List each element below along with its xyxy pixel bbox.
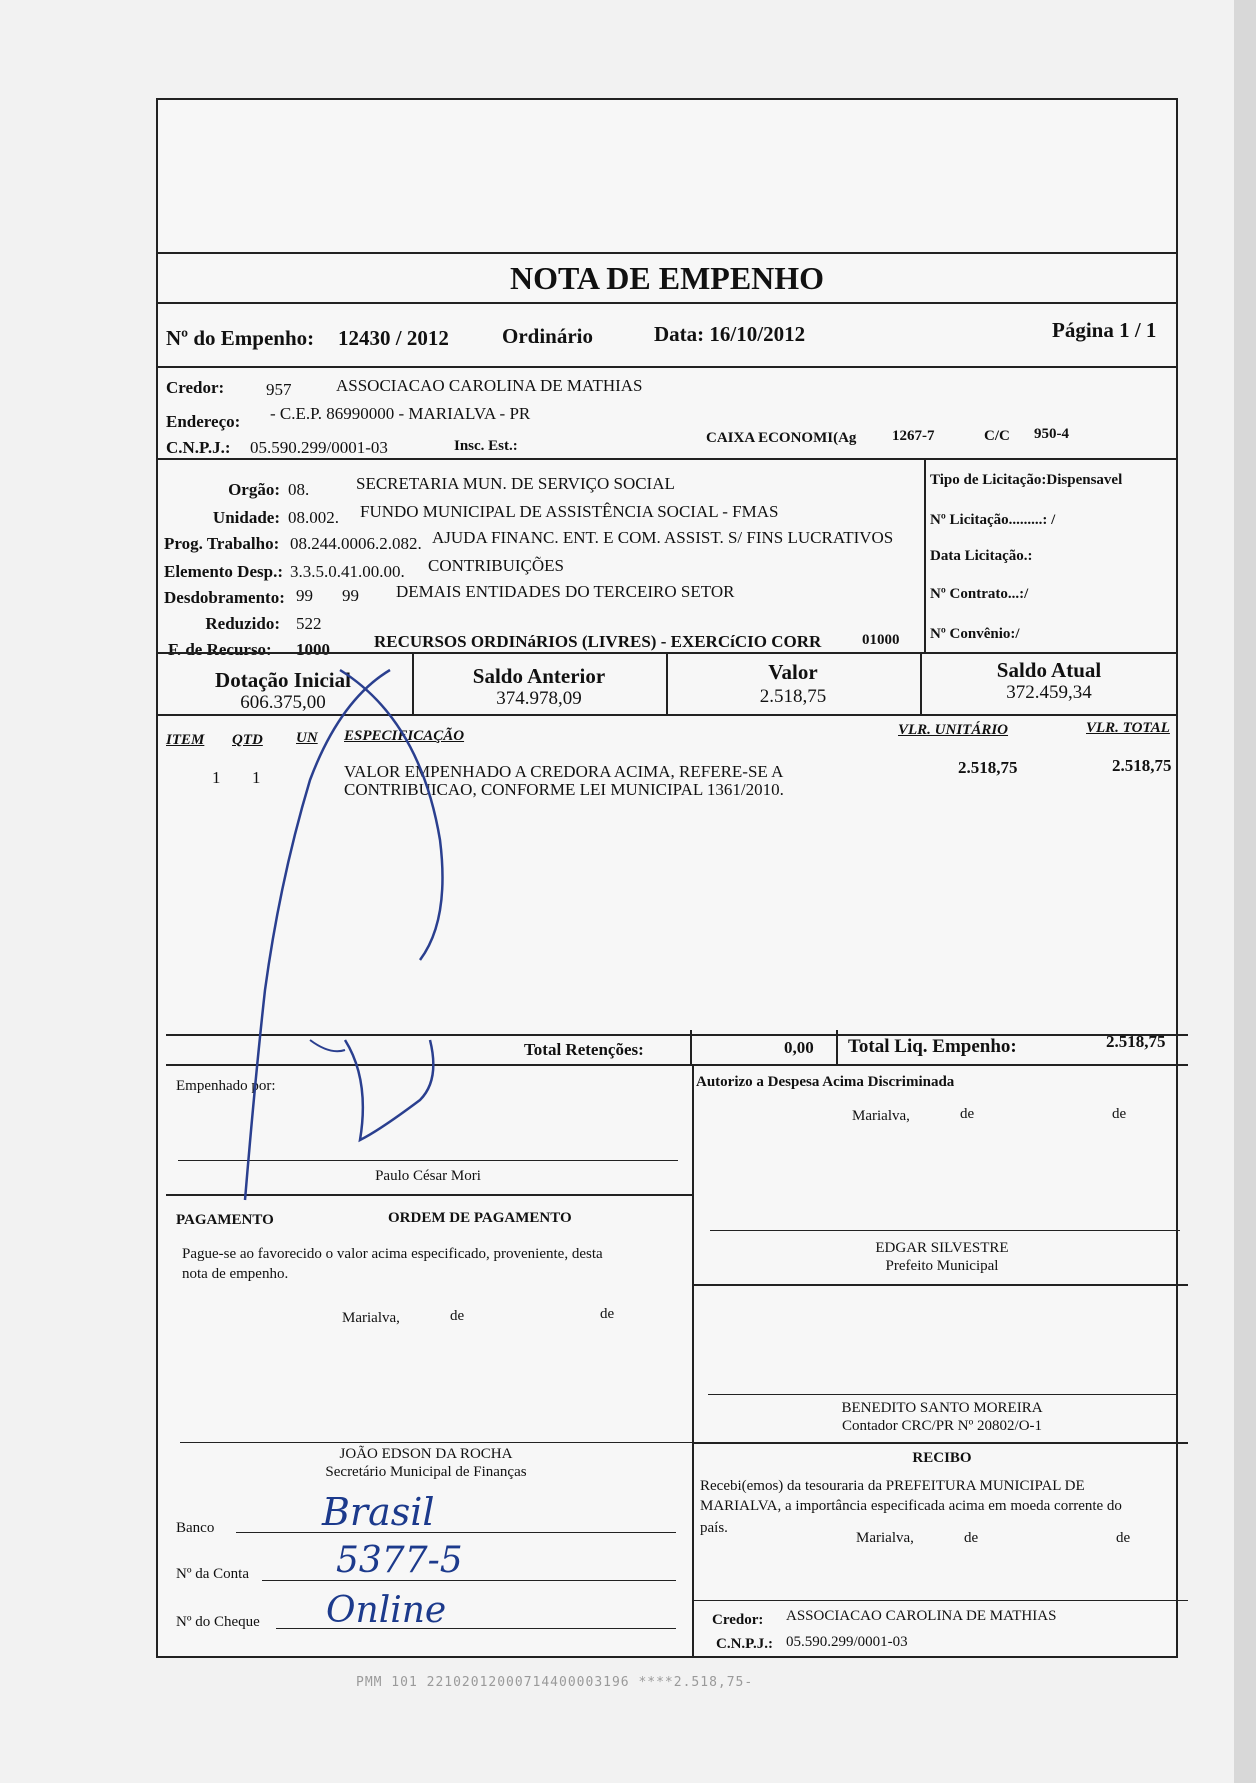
saldo-anterior-value: 374.978,09 [496,688,582,709]
dotacao-value: 606.375,00 [240,692,326,713]
unidade-name: FUNDO MUNICIPAL DE ASSISTÊNCIA SOCIAL - FMAS [360,502,779,521]
col-vlr-total: VLR. TOTAL [1086,720,1170,736]
n-contrato: Nº Contrato...:/ [930,586,1029,602]
empenho-number: 12430 / 2012 [338,326,449,350]
unidade-label: Unidade: [212,508,280,527]
credor-name: ASSOCIACAO CAROLINA DE MATHIAS [336,376,643,395]
autorizo-de1: de [960,1106,975,1122]
prefeito-role: Prefeito Municipal [885,1258,999,1274]
endereco-label: Endereço: [166,412,241,431]
retencoes-value: 0,00 [784,1038,814,1057]
saldo-atual-value: 372.459,34 [1006,682,1092,703]
credor-label: Credor: [166,378,225,397]
data-licitacao: Data Licitação.: [930,548,1033,564]
conta-label: Nº da Conta [176,1566,249,1582]
recibo-text2: MARIALVA, a importância especificada acima em moeda corrente do [700,1498,1122,1514]
pagamento-de2: de [600,1306,615,1322]
ordem-pagamento: ORDEM DE PAGAMENTO [388,1210,572,1226]
contador-name: BENEDITO SANTO MOREIRA [841,1400,1043,1416]
desdobramento-label: Desdobramento: [164,588,285,607]
recibo-title: RECIBO [912,1450,972,1466]
col-un: UN [296,730,318,746]
secretario-role: Secretário Municipal de Finanças [325,1464,527,1480]
col-qtd: QTD [232,732,263,748]
n-convenio: Nº Convênio:/ [930,626,1020,642]
recibo-city: Marialva, [856,1530,914,1546]
saldo-atual-label: Saldo Atual [996,658,1102,682]
recurso-name: RECURSOS ORDINáRIOS (LIVRES) - EXERCíCIO CORR [374,632,822,651]
pagamento-label: PAGAMENTO [176,1212,274,1228]
empenho-page: Página 1 / 1 [1052,318,1157,342]
endereco-value: - C.E.P. 86990000 - MARIALVA - PR [270,404,531,423]
cnpj-label: C.N.P.J.: [166,438,231,457]
prog-label: Prog. Trabalho: [164,534,280,553]
row-vlr-total: 2.518,75 [1112,756,1172,775]
banco-value: Brasil [322,1490,435,1534]
tipo-licitacao: Tipo de Licitação:Dispensavel [930,472,1123,488]
pagamento-city: Marialva, [342,1310,400,1326]
row-qtd: 1 [252,768,261,787]
reduzido-value: 522 [296,614,322,633]
row-item: 1 [212,768,221,787]
retencoes-label: Total Retenções: [524,1040,644,1059]
recibo-cnpj-label: C.N.P.J.: [716,1636,773,1652]
prefeito-name: EDGAR SILVESTRE [875,1240,1009,1256]
desdobramento-code1: 99 [296,586,313,605]
autorizo-de2: de [1112,1106,1127,1122]
dotacao-label: Dotação Inicial [215,668,351,692]
liq-label: Total Liq. Empenho: [848,1036,1017,1057]
recibo-credor-name: ASSOCIACAO CAROLINA DE MATHIAS [786,1608,1057,1624]
footer-code: PMM 101 22102012000714400003196 ****2.518,75- [356,1675,754,1690]
row-spec-line2: CONTRIBUICAO, CONFORME LEI MUNICIPAL 1361/2010. [344,780,784,799]
autorizo-text: Autorizo a Despesa Acima Discriminada [696,1074,955,1090]
prog-name: AJUDA FINANC. ENT. E COM. ASSIST. S/ FINS LUCRATIVOS [432,528,894,547]
page-edge [1234,0,1256,1783]
empenhado-name: Paulo César Mori [375,1168,481,1184]
empenhado-label: Empenhado por: [176,1078,276,1094]
row-vlr-unit: 2.518,75 [958,758,1018,777]
pagamento-text2: nota de empenho. [182,1266,289,1282]
credor-code: 957 [266,380,292,399]
pagamento-text1: Pague-se ao favorecido o valor acima especificado, proveniente, desta [182,1246,603,1262]
bank-cc: 950-4 [1034,426,1069,442]
liq-value: 2.518,75 [1106,1032,1166,1051]
cheque-value: Online [326,1590,447,1631]
unidade-code: 08.002. [288,508,339,527]
orgao-name: SECRETARIA MUN. DE SERVIÇO SOCIAL [356,474,675,493]
autorizo-city: Marialva, [852,1108,910,1124]
bank-name: CAIXA ECONOMI(Ag [706,430,857,446]
reduzido-label: Reduzido: [205,614,280,633]
contador-role: Contador CRC/PR Nº 20802/O-1 [841,1418,1043,1434]
conta-value: 5377-5 [336,1540,463,1581]
saldo-anterior-label: Saldo Anterior [472,664,606,688]
empenho-date: Data: 16/10/2012 [654,322,806,346]
col-item: ITEM [166,732,205,748]
recibo-credor-label: Credor: [712,1612,764,1628]
recurso-label: F. de Recurso: [168,640,272,659]
orgao-label: Orgão: [228,480,280,499]
valor-label: Valor [768,660,818,684]
prog-code: 08.244.0006.2.082. [290,534,422,553]
elemento-label: Elemento Desp.: [164,562,283,581]
orgao-code: 08. [288,480,310,499]
recibo-text1: Recebi(emos) da tesouraria da PREFEITURA MUNICIPAL DE [700,1478,1085,1494]
secretario-name: JOÃO EDSON DA ROCHA [339,1446,513,1462]
recibo-de1: de [964,1530,979,1546]
valor-value: 2.518,75 [759,686,827,707]
doc-title: NOTA DE EMPENHO [509,260,825,296]
banco-label: Banco [176,1520,215,1536]
recurso-number: 01000 [862,632,900,648]
empenho-type: Ordinário [502,324,594,348]
recurso-code: 1000 [296,640,330,659]
cheque-label: Nº do Cheque [176,1614,260,1630]
elemento-name: CONTRIBUIÇÕES [428,556,565,575]
cnpj-value: 05.590.299/0001-03 [250,438,388,457]
pagamento-de1: de [450,1308,465,1324]
insc-label: Insc. Est.: [454,438,518,454]
col-espec: ESPECIFICAÇÃO [344,728,465,744]
n-licitacao: Nº Licitação.........: / [930,512,1056,528]
elemento-code: 3.3.5.0.41.00.00. [290,562,405,581]
desdobramento-name: DEMAIS ENTIDADES DO TERCEIRO SETOR [396,582,735,601]
row-spec-line1: VALOR EMPENHADO A CREDORA ACIMA, REFERE-SE A [344,762,784,781]
empenho-number-label: Nº do Empenho: [166,326,315,350]
desdobramento-code2: 99 [342,586,359,605]
recibo-de2: de [1116,1530,1131,1546]
recibo-text3: país. [700,1520,728,1536]
col-vlr-unit: VLR. UNITÁRIO [898,722,1009,738]
bank-agency: 1267-7 [892,428,935,444]
recibo-cnpj: 05.590.299/0001-03 [786,1634,908,1650]
bank-cc-label: C/C [984,428,1010,444]
